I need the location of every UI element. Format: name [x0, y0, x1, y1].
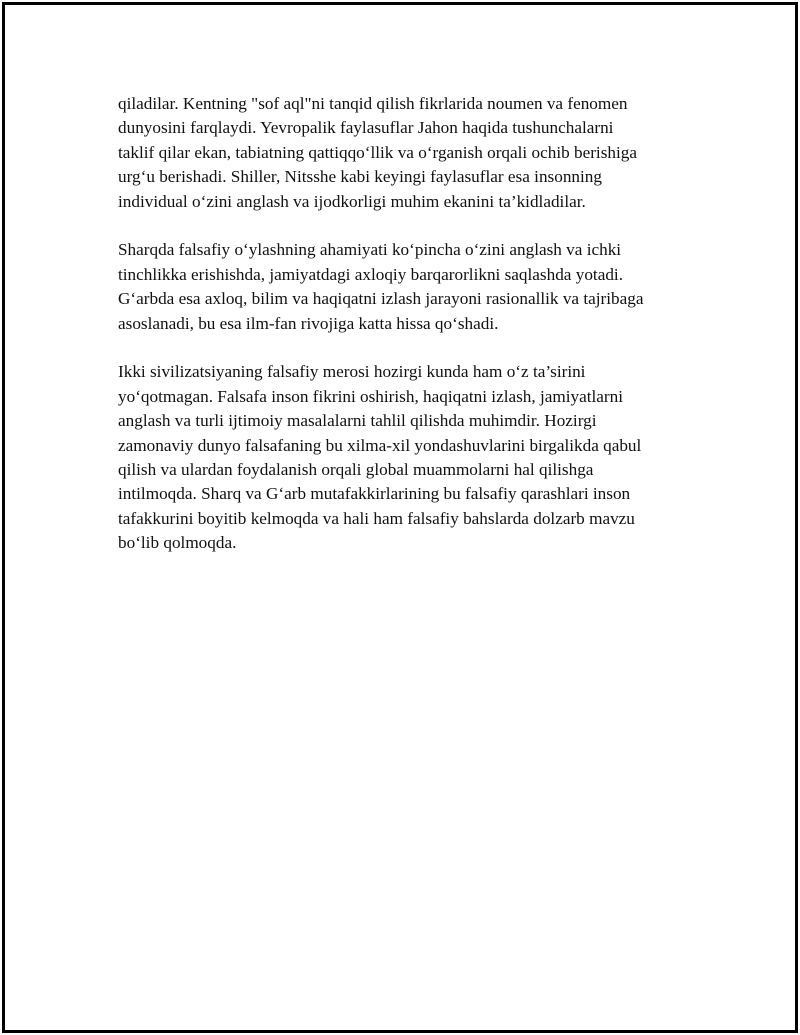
- text-line: dunyosini farqlaydi. Yevropalik faylasuflar Jahon haqida tushunchalarni: [118, 118, 614, 138]
- text-line: qilish va ulardan foydalanish orqali global muammolarni hal qilishga: [118, 460, 594, 480]
- paragraph-2: [118, 238, 693, 336]
- text-line: anglash va turli ijtimoiy masalalarni tahlil qilishda muhimdir. Hozirgi: [118, 411, 597, 431]
- text-line: individual o‘zini anglash va ijodkorligi muhim ekanini ta’kidladilar.: [118, 191, 586, 211]
- text-line: Ikki sivilizatsiyaning falsafiy merosi hozirgi kunda ham o‘z ta’sirini: [118, 362, 586, 382]
- text-line: intilmoqda. Sharq va G‘arb mutafakkirlarining bu falsafiy qarashlari inson: [118, 484, 631, 504]
- document-body: [118, 92, 693, 580]
- paragraph-3: [118, 360, 693, 555]
- text-line: taklif qilar ekan, tabiatning qattiqqo‘llik va o‘rganish orqali ochib berishiga: [118, 142, 637, 162]
- text-line: yo‘qotmagan. Falsafa inson fikrini oshirish, haqiqatni izlash, jamiyatlarni: [118, 386, 624, 406]
- text-line: tafakkurini boyitib kelmoqda va hali ham falsafiy bahslarda dolzarb mavzu: [118, 508, 635, 528]
- paragraph-1: [118, 92, 693, 214]
- text-line: G‘arbda esa axloq, bilim va haqiqatni izlash jarayoni rasionallik va tajribaga: [118, 289, 644, 309]
- text-line: urg‘u berishadi. Shiller, Nitsshe kabi keyingi faylasuflar esa insonning: [118, 167, 602, 187]
- text-line: bo‘lib qolmoqda.: [118, 533, 237, 553]
- text-line: Sharqda falsafiy o‘ylashning ahamiyati ko‘pincha o‘zini anglash va ichki: [118, 240, 622, 260]
- text-line: qiladilar. Kentning "sof aql"ni tanqid qilish fikrlarida noumen va fenomen: [118, 94, 628, 113]
- text-line: asoslanadi, bu esa ilm-fan rivojiga katta hissa qo‘shadi.: [118, 313, 499, 333]
- text-line: zamonaviy dunyo falsafaning bu xilma-xil yondashuvlarini birgalikda qabul: [118, 435, 642, 455]
- text-line: tinchlikka erishishda, jamiyatdagi axloqiy barqarorlikni saqlashda yotadi.: [118, 264, 623, 284]
